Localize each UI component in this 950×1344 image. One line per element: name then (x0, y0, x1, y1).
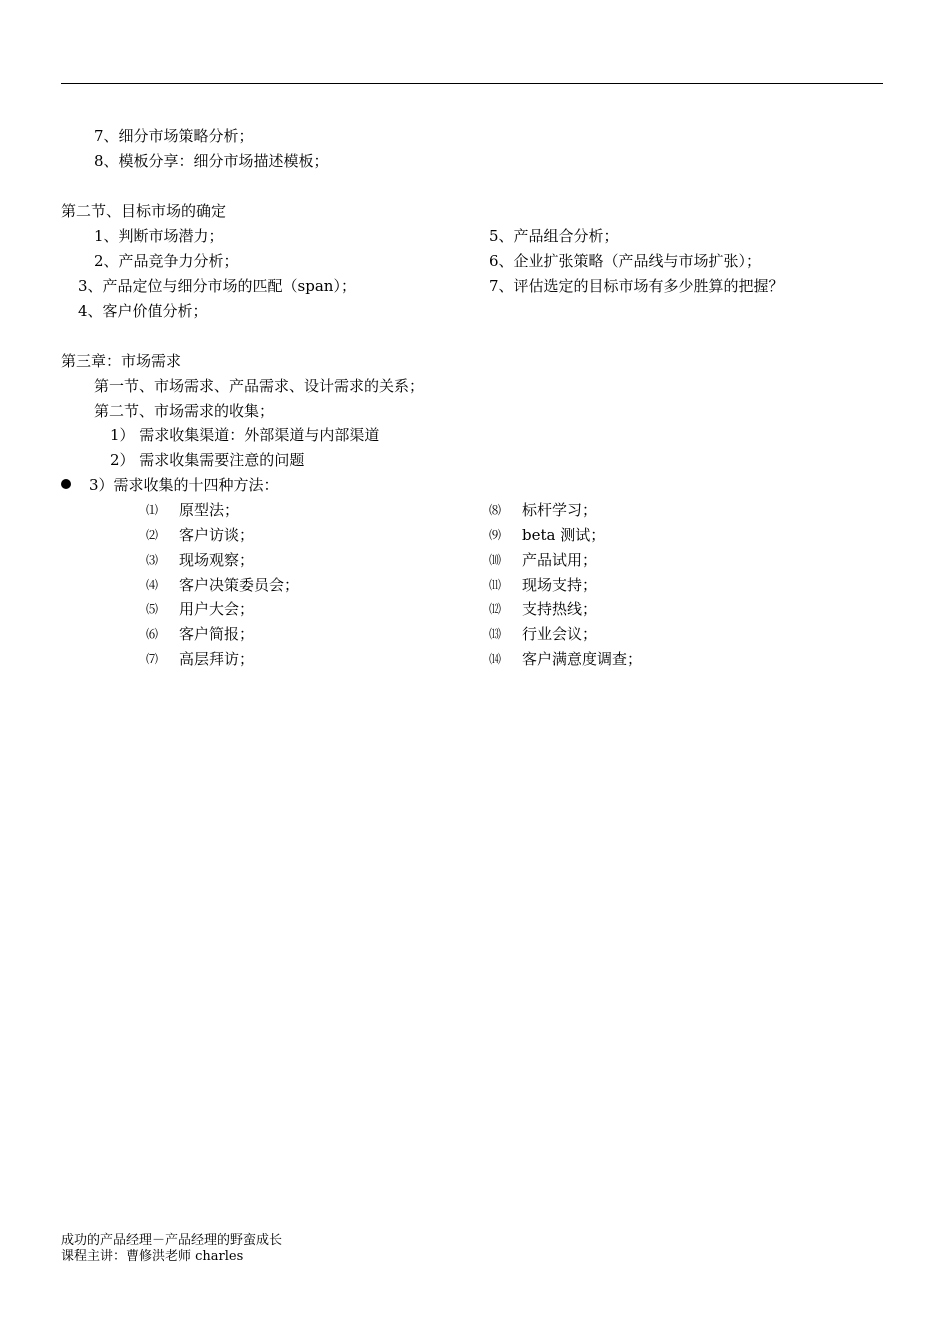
method-item: 现场支持； (522, 576, 598, 594)
section-heading: 第二节、目标市场的确定 (61, 202, 227, 220)
method-number: ⑷ (146, 578, 159, 592)
method-number: ⑹ (146, 627, 159, 641)
method-item: 支持热线； (522, 600, 598, 618)
footer-title: 成功的产品经理－产品经理的野蛮成长 (61, 1233, 283, 1248)
list-item: 1、判断市场潜力； (94, 227, 224, 245)
sub-item: 2） 需求收集需要注意的问题 (110, 451, 305, 469)
bullet-dot-icon (61, 479, 71, 489)
method-number: ⑿ (489, 602, 502, 616)
method-item: 客户访谈； (179, 526, 255, 544)
list-item: 7、细分市场策略分析； (94, 127, 254, 145)
list-item: 2、产品竞争力分析； (94, 252, 239, 270)
method-number: ⒁ (489, 652, 502, 666)
method-number: ⑻ (489, 503, 502, 517)
method-number: ⑸ (146, 602, 159, 616)
list-item: 4、客户价值分析； (78, 302, 208, 320)
header-rule (61, 83, 883, 84)
list-item: 7、评估选定的目标市场有多少胜算的把握？ (489, 277, 784, 295)
method-item: 客户满意度调查； (522, 650, 643, 668)
list-item: 5、产品组合分析； (489, 227, 619, 245)
method-item: 标杆学习； (522, 501, 598, 519)
method-item: 客户简报； (179, 625, 255, 643)
footer-author: 课程主讲：曹修洪老师 charles (61, 1249, 244, 1264)
list-item: 8、模板分享：细分市场描述模板； (94, 152, 329, 170)
bullet-item: 3）需求收集的十四种方法： (89, 476, 279, 494)
method-item: 原型法； (179, 501, 240, 519)
list-item: 第二节、市场需求的收集； (94, 402, 275, 420)
list-item: 6、企业扩张策略（产品线与市场扩张）； (489, 252, 762, 270)
method-item: 行业会议； (522, 625, 598, 643)
method-item: 高层拜访； (179, 650, 255, 668)
list-item: 3、产品定位与细分市场的匹配（span）； (78, 277, 356, 295)
method-number: ⑼ (489, 528, 502, 542)
method-number: ⒀ (489, 627, 502, 641)
method-number: ⑺ (146, 652, 159, 666)
method-item: 用户大会； (179, 600, 255, 618)
method-item: 产品试用； (522, 551, 598, 569)
method-item: 客户决策委员会； (179, 576, 300, 594)
method-item: beta 测试； (522, 526, 606, 544)
chapter-heading: 第三章：市场需求 (61, 352, 182, 370)
method-number: ⑽ (489, 553, 502, 567)
method-number: ⑴ (146, 503, 159, 517)
method-item: 现场观察； (179, 551, 255, 569)
list-item: 第一节、市场需求、产品需求、设计需求的关系； (94, 377, 425, 395)
sub-item: 1） 需求收集渠道：外部渠道与内部渠道 (110, 426, 380, 444)
method-number: ⑵ (146, 528, 159, 542)
method-number: ⑶ (146, 553, 159, 567)
method-number: ⑾ (489, 578, 502, 592)
